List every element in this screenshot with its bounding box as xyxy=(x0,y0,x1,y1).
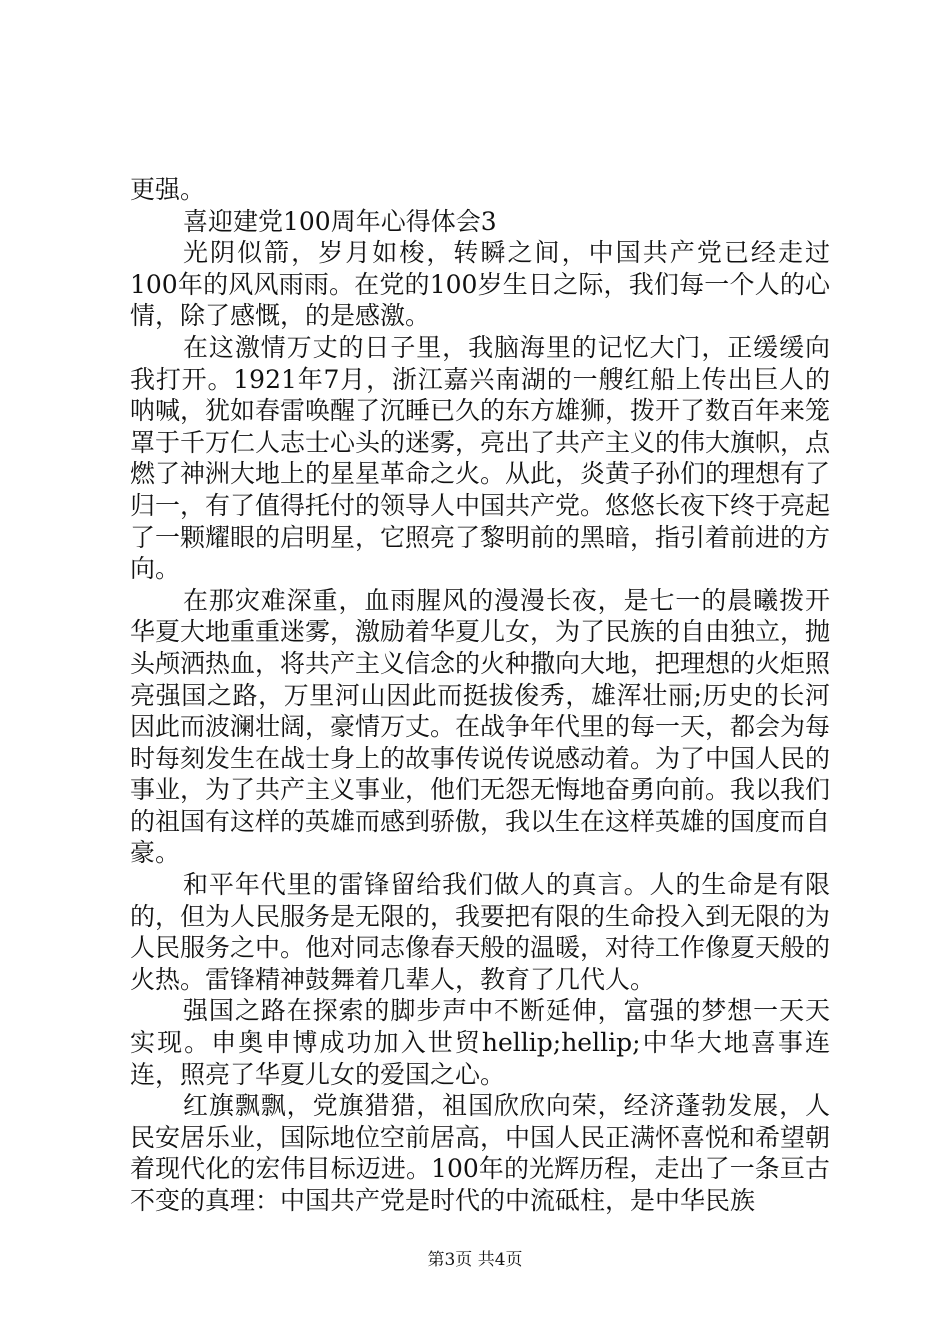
paragraph: 在那灾难深重，血雨腥风的漫漫长夜，是七一的晨曦拨开华夏大地重重迷雾，激励着华夏儿女，为了民族的自由独立，抛头颅洒热血，将共产主义信念的火种撒向大地，把理想的火炬照亮强国之路，万里河山因此而挺拔俊秀，雄浑壮丽;历史的长河因此而波澜壮阔，豪情万丈。在战争年代里的每一天，都会为每时每刻发生在战士身上的故事传说传说感动着。为了中国人民的事业，为了共产主义事业，他们无怨无悔地奋勇向前。我以我们的祖国有这样的英雄而感到骄傲，我以生在这样英雄的国度而自豪。 xyxy=(130,585,831,868)
paragraph: 和平年代里的雷锋留给我们做人的真言。人的生命是有限的，但为人民服务是无限的，我要把有限的生命投入到无限的为人民服务之中。他对同志像春天般的温暖，对待工作像夏天般的火热。雷锋精神鼓舞着几辈人，教育了几代人。 xyxy=(130,870,831,994)
page-number-footer: 第3页 共4页 xyxy=(427,1250,523,1270)
paragraph: 光阴似箭，岁月如梭，转瞬之间，中国共产党已经走过100年的风风雨雨。在党的100岁生日之际，我们每一个人的心情，除了感慨，的是感激。 xyxy=(130,238,830,331)
paragraph: 强国之路在探索的脚步声中不断延伸，富强的梦想一天天实现。申奥申博成功加入世贸hellip;hellip;中华大地喜事连连，照亮了华夏儿女的爱国之心。 xyxy=(130,996,830,1089)
section-heading: 喜迎建党100周年心得体会3 xyxy=(183,206,497,236)
paragraph: 在这激情万丈的日子里，我脑海里的记忆大门，正缓缓向我打开。1921年7月，浙江嘉兴南湖的一艘红船上传出巨人的呐喊，犹如春雷唤醒了沉睡已久的东方雄狮，拨开了数百年来笼罩于千万仁人志士心头的迷雾，亮出了共产主义的伟大旗帜，点燃了神洲大地上的星星革命之火。从此，炎黄子孙们的理想有了归一，有了值得托付的领导人中国共产党。悠悠长夜下终于亮起了一颗耀眼的启明星，它照亮了黎明前的黑暗，指引着前进的方向。 xyxy=(130,332,831,584)
paragraph: 红旗飘飘，党旗猎猎，祖国欣欣向荣，经济蓬勃发展，人民安居乐业，国际地位空前居高，中国人民正满怀喜悦和希望朝着现代化的宏伟目标迈进。100年的光辉历程，走出了一条亘古不变的真理：中国共产党是时代的中流砥柱，是中华民族 xyxy=(130,1091,831,1215)
paragraph-continuation: 更强。 xyxy=(130,175,206,204)
document-body xyxy=(130,174,830,1217)
